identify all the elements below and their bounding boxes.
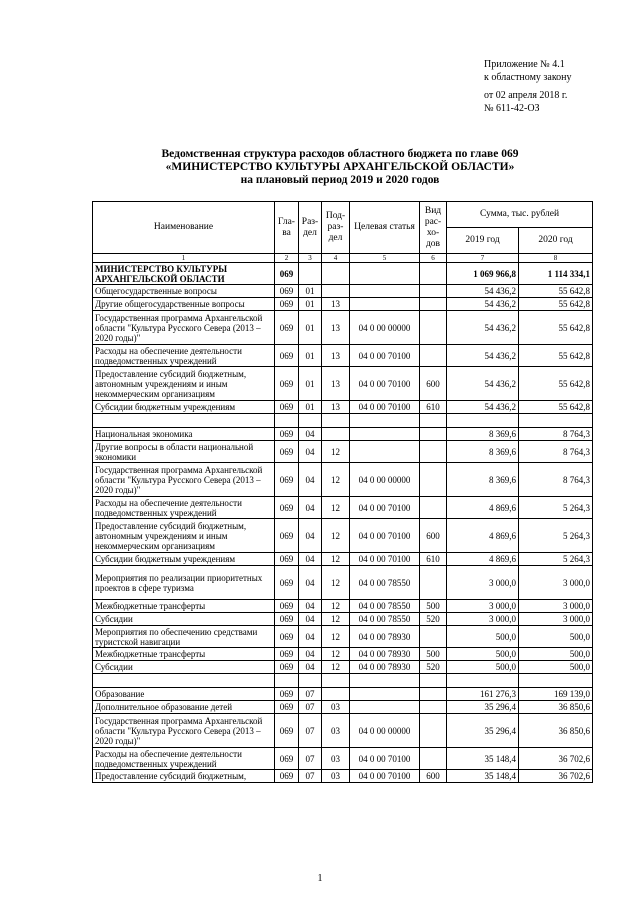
cell-target-article [350,298,420,311]
cell-sum-2020: 169 139,0 [519,688,593,701]
cell-podrazdel: 03 [322,770,350,783]
empty-cell [447,674,519,688]
cell-target-article: 04 0 00 00000 [350,463,420,497]
cell-sum-2019: 8 369,6 [447,441,519,463]
header-podrazdel: Под-раз-дел [322,202,350,254]
cell-podrazdel: 13 [322,311,350,345]
cell-sum-2019: 3 000,0 [447,600,519,613]
empty-cell [299,414,322,428]
cell-razdel: 04 [299,661,322,674]
cell-sum-2019: 54 436,2 [447,298,519,311]
empty-cell [350,414,420,428]
cell-expense-type [420,311,447,345]
cell-name: Государственная программа Архангельской области "Культура Русского Севера (2013 – 2020 годы)" [93,463,275,497]
cell-name: Межбюджетные трансферты [93,648,275,661]
cell-glava: 069 [275,648,299,661]
cell-glava: 069 [275,285,299,298]
header-2020: 2020 год [519,228,593,254]
annex-line: к областному закону [484,72,572,83]
cell-target-article: 04 0 00 70100 [350,401,420,414]
column-index: 3 [299,254,322,263]
cell-target-article: 04 0 00 78930 [350,648,420,661]
cell-sum-2020: 3 000,0 [519,566,593,600]
cell-razdel: 07 [299,688,322,701]
cell-razdel: 01 [299,298,322,311]
cell-podrazdel [322,285,350,298]
empty-cell [299,674,322,688]
empty-cell [447,414,519,428]
table-row [93,345,593,367]
annex-date: от 02 апреля 2018 г. [484,90,568,101]
cell-target-article: 04 0 00 78550 [350,600,420,613]
cell-expense-type [420,428,447,441]
cell-razdel: 04 [299,441,322,463]
cell-sum-2020: 8 764,3 [519,428,593,441]
table-row [93,613,593,626]
table-row [93,311,593,345]
table-row [93,298,593,311]
cell-target-article: 04 0 00 00000 [350,311,420,345]
cell-name: Расходы на обеспечение деятельности подведомственных учреждений [93,345,275,367]
table-row [93,441,593,463]
cell-target-article [350,428,420,441]
cell-glava: 069 [275,463,299,497]
cell-expense-type: 500 [420,648,447,661]
cell-target-article: 04 0 00 70100 [350,519,420,553]
cell-glava: 069 [275,367,299,401]
cell-razdel: 04 [299,626,322,648]
empty-cell [93,674,275,688]
annex-block [484,58,572,115]
column-index: 7 [447,254,519,263]
cell-expense-type [420,263,447,285]
cell-expense-type [420,345,447,367]
cell-razdel: 01 [299,367,322,401]
cell-razdel: 04 [299,519,322,553]
title-line: «МИНИСТЕРСТВО КУЛЬТУРЫ АРХАНГЕЛЬСКОЙ ОБЛАСТИ» [165,161,515,173]
cell-name: Общегосударственные вопросы [93,285,275,298]
column-index-row [93,254,593,263]
cell-target-article: 04 0 00 70100 [350,748,420,770]
cell-podrazdel: 13 [322,401,350,414]
cell-sum-2020: 36 702,6 [519,748,593,770]
document-title [90,148,590,187]
empty-cell [519,414,593,428]
cell-target-article: 04 0 00 78930 [350,626,420,648]
cell-sum-2020: 3 000,0 [519,613,593,626]
cell-name: Расходы на обеспечение деятельности подведомственных учреждений [93,497,275,519]
table-row [93,263,593,285]
cell-razdel: 04 [299,613,322,626]
cell-target-article [350,441,420,463]
cell-sum-2020: 36 850,6 [519,701,593,714]
cell-sum-2019: 54 436,2 [447,285,519,298]
cell-target-article: 04 0 00 70100 [350,497,420,519]
cell-glava: 069 [275,661,299,674]
cell-name: Субсидии бюджетным учреждениям [93,553,275,566]
column-index: 2 [275,254,299,263]
cell-sum-2020: 1 114 334,1 [519,263,593,285]
cell-sum-2019: 8 369,6 [447,463,519,497]
cell-podrazdel: 12 [322,600,350,613]
cell-sum-2019: 35 296,4 [447,714,519,748]
table-row [93,553,593,566]
table-row [93,519,593,553]
cell-sum-2019: 35 148,4 [447,748,519,770]
title-line: на плановый период 2019 и 2020 годов [240,174,440,186]
cell-target-article: 04 0 00 70100 [350,770,420,783]
cell-sum-2020: 55 642,8 [519,285,593,298]
cell-glava: 069 [275,688,299,701]
table-row [93,428,593,441]
table-body [93,263,593,783]
cell-razdel: 01 [299,311,322,345]
cell-podrazdel: 12 [322,566,350,600]
empty-cell [93,414,275,428]
cell-name: Дополнительное образование детей [93,701,275,714]
cell-glava: 069 [275,263,299,285]
cell-glava: 069 [275,401,299,414]
cell-expense-type: 610 [420,401,447,414]
header-name: Наименование [93,202,275,254]
header-sum: Сумма, тыс. рублей [447,202,593,228]
cell-name: Межбюджетные трансферты [93,600,275,613]
cell-podrazdel: 12 [322,553,350,566]
table-row [93,367,593,401]
cell-expense-type: 520 [420,661,447,674]
cell-sum-2019: 500,0 [447,648,519,661]
cell-expense-type [420,688,447,701]
cell-name: Субсидии бюджетным учреждениям [93,401,275,414]
cell-sum-2020: 5 264,3 [519,497,593,519]
cell-expense-type: 600 [420,367,447,401]
cell-glava: 069 [275,311,299,345]
empty-cell [322,414,350,428]
cell-name: Субсидии [93,661,275,674]
cell-target-article: 04 0 00 70100 [350,553,420,566]
cell-name: Государственная программа Архангельской области "Культура Русского Севера (2013 – 2020 годы)" [93,311,275,345]
empty-cell [420,674,447,688]
empty-cell [420,414,447,428]
cell-podrazdel [322,688,350,701]
cell-sum-2020: 5 264,3 [519,553,593,566]
cell-glava: 069 [275,748,299,770]
cell-glava: 069 [275,497,299,519]
table-row [93,701,593,714]
cell-sum-2019: 54 436,2 [447,345,519,367]
cell-sum-2019: 4 869,6 [447,553,519,566]
cell-expense-type [420,566,447,600]
cell-name: Предоставление субсидий бюджетным, автономным учреждениям и иным некоммерческим организациям [93,367,275,401]
table-row [93,497,593,519]
cell-sum-2020: 8 764,3 [519,463,593,497]
cell-name: Национальная экономика [93,428,275,441]
cell-razdel: 04 [299,648,322,661]
cell-razdel: 04 [299,497,322,519]
cell-sum-2020: 8 764,3 [519,441,593,463]
cell-sum-2020: 55 642,8 [519,298,593,311]
cell-target-article: 04 0 00 78550 [350,566,420,600]
cell-target-article [350,701,420,714]
column-index: 4 [322,254,350,263]
cell-glava: 069 [275,345,299,367]
cell-sum-2019: 54 436,2 [447,401,519,414]
cell-expense-type [420,701,447,714]
empty-cell [350,674,420,688]
cell-podrazdel: 13 [322,298,350,311]
cell-glava: 069 [275,553,299,566]
cell-razdel: 01 [299,285,322,298]
cell-expense-type: 520 [420,613,447,626]
cell-razdel: 07 [299,714,322,748]
table-row [93,600,593,613]
cell-name: МИНИСТЕРСТВО КУЛЬТУРЫ АРХАНГЕЛЬСКОЙ ОБЛАСТИ [93,263,275,285]
cell-razdel [299,263,322,285]
cell-razdel: 04 [299,600,322,613]
empty-cell [275,414,299,428]
cell-podrazdel: 12 [322,463,350,497]
cell-expense-type [420,463,447,497]
cell-expense-type [420,285,447,298]
cell-razdel: 04 [299,553,322,566]
header-glava: Гла-ва [275,202,299,254]
cell-podrazdel: 12 [322,441,350,463]
cell-podrazdel: 12 [322,626,350,648]
cell-sum-2020: 55 642,8 [519,311,593,345]
header-target-article: Целевая статья [350,202,420,254]
column-index: 1 [93,254,275,263]
cell-sum-2020: 500,0 [519,661,593,674]
cell-sum-2020: 5 264,3 [519,519,593,553]
cell-podrazdel: 12 [322,497,350,519]
cell-name: Субсидии [93,613,275,626]
cell-sum-2019: 35 148,4 [447,770,519,783]
cell-razdel: 07 [299,701,322,714]
column-index: 6 [420,254,447,263]
header-2019: 2019 год [447,228,519,254]
cell-razdel: 07 [299,748,322,770]
cell-sum-2020: 55 642,8 [519,345,593,367]
cell-name: Предоставление субсидий бюджетным, [93,770,275,783]
cell-glava: 069 [275,566,299,600]
table-row [93,714,593,748]
cell-name: Другие вопросы в области национальной экономики [93,441,275,463]
cell-razdel: 04 [299,463,322,497]
cell-podrazdel: 12 [322,613,350,626]
cell-sum-2019: 1 069 966,8 [447,263,519,285]
cell-sum-2020: 3 000,0 [519,600,593,613]
cell-razdel: 04 [299,566,322,600]
table-row [93,401,593,414]
header-expense-type: Вид рас-хо-дов [420,202,447,254]
cell-podrazdel: 12 [322,519,350,553]
cell-expense-type: 600 [420,519,447,553]
cell-sum-2019: 8 369,6 [447,428,519,441]
cell-name: Мероприятия по реализации приоритетных проектов в сфере туризма [93,566,275,600]
cell-expense-type: 500 [420,600,447,613]
cell-target-article: 04 0 00 70100 [350,367,420,401]
title-line: Ведомственная структура расходов областного бюджета по главе 069 [161,148,519,160]
table-row [93,463,593,497]
cell-sum-2020: 55 642,8 [519,367,593,401]
cell-razdel: 01 [299,401,322,414]
cell-sum-2020: 500,0 [519,626,593,648]
cell-target-article [350,688,420,701]
column-index: 5 [350,254,420,263]
cell-podrazdel [322,428,350,441]
cell-sum-2020: 36 702,6 [519,770,593,783]
cell-target-article: 04 0 00 78550 [350,613,420,626]
cell-expense-type [420,626,447,648]
cell-podrazdel: 03 [322,714,350,748]
empty-cell [275,674,299,688]
cell-target-article: 04 0 00 70100 [350,345,420,367]
budget-table [92,201,593,783]
cell-podrazdel [322,263,350,285]
cell-glava: 069 [275,770,299,783]
table-row [93,748,593,770]
cell-name: Предоставление субсидий бюджетным, автономным учреждениям и иным некоммерческим организациям [93,519,275,553]
cell-target-article: 04 0 00 00000 [350,714,420,748]
cell-name: Мероприятия по обеспечению средствами туристской навигации [93,626,275,648]
cell-sum-2020: 55 642,8 [519,401,593,414]
table-row [93,285,593,298]
table-row [93,648,593,661]
cell-sum-2019: 500,0 [447,626,519,648]
cell-glava: 069 [275,714,299,748]
cell-glava: 069 [275,519,299,553]
cell-name: Образование [93,688,275,701]
cell-razdel: 07 [299,770,322,783]
empty-cell [519,674,593,688]
column-index: 8 [519,254,593,263]
empty-cell [322,674,350,688]
table-row [93,688,593,701]
cell-podrazdel: 13 [322,367,350,401]
cell-sum-2019: 3 000,0 [447,566,519,600]
table-row [93,626,593,648]
cell-podrazdel: 13 [322,345,350,367]
cell-target-article [350,285,420,298]
cell-name: Государственная программа Архангельской области "Культура Русского Севера (2013 – 2020 годы)" [93,714,275,748]
cell-podrazdel: 03 [322,701,350,714]
cell-expense-type: 600 [420,770,447,783]
cell-sum-2019: 35 296,4 [447,701,519,714]
cell-expense-type [420,441,447,463]
table-row-spacer [93,674,593,688]
table-row-spacer [93,414,593,428]
cell-expense-type [420,714,447,748]
cell-sum-2020: 36 850,6 [519,714,593,748]
header-razdel: Раз-дел [299,202,322,254]
cell-name: Расходы на обеспечение деятельности подведомственных учреждений [93,748,275,770]
annex-number: № 611-42-ОЗ [484,103,540,114]
cell-expense-type [420,298,447,311]
cell-sum-2019: 3 000,0 [447,613,519,626]
cell-sum-2019: 54 436,2 [447,367,519,401]
cell-target-article [350,263,420,285]
cell-glava: 069 [275,298,299,311]
cell-podrazdel: 12 [322,661,350,674]
cell-sum-2019: 4 869,6 [447,519,519,553]
cell-expense-type: 610 [420,553,447,566]
cell-sum-2019: 4 869,6 [447,497,519,519]
cell-glava: 069 [275,626,299,648]
cell-glava: 069 [275,428,299,441]
cell-glava: 069 [275,441,299,463]
cell-target-article: 04 0 00 78930 [350,661,420,674]
cell-glava: 069 [275,613,299,626]
cell-sum-2019: 54 436,2 [447,311,519,345]
cell-sum-2019: 500,0 [447,661,519,674]
cell-razdel: 04 [299,428,322,441]
cell-expense-type [420,748,447,770]
cell-glava: 069 [275,701,299,714]
table-row [93,661,593,674]
cell-podrazdel: 12 [322,648,350,661]
cell-name: Другие общегосударственные вопросы [93,298,275,311]
cell-podrazdel: 03 [322,748,350,770]
cell-expense-type [420,497,447,519]
cell-sum-2020: 500,0 [519,648,593,661]
cell-glava: 069 [275,600,299,613]
page-number: 1 [317,873,323,884]
table-row [93,770,593,783]
table-row [93,566,593,600]
cell-razdel: 01 [299,345,322,367]
cell-sum-2019: 161 276,3 [447,688,519,701]
annex-line: Приложение № 4.1 [484,59,565,70]
